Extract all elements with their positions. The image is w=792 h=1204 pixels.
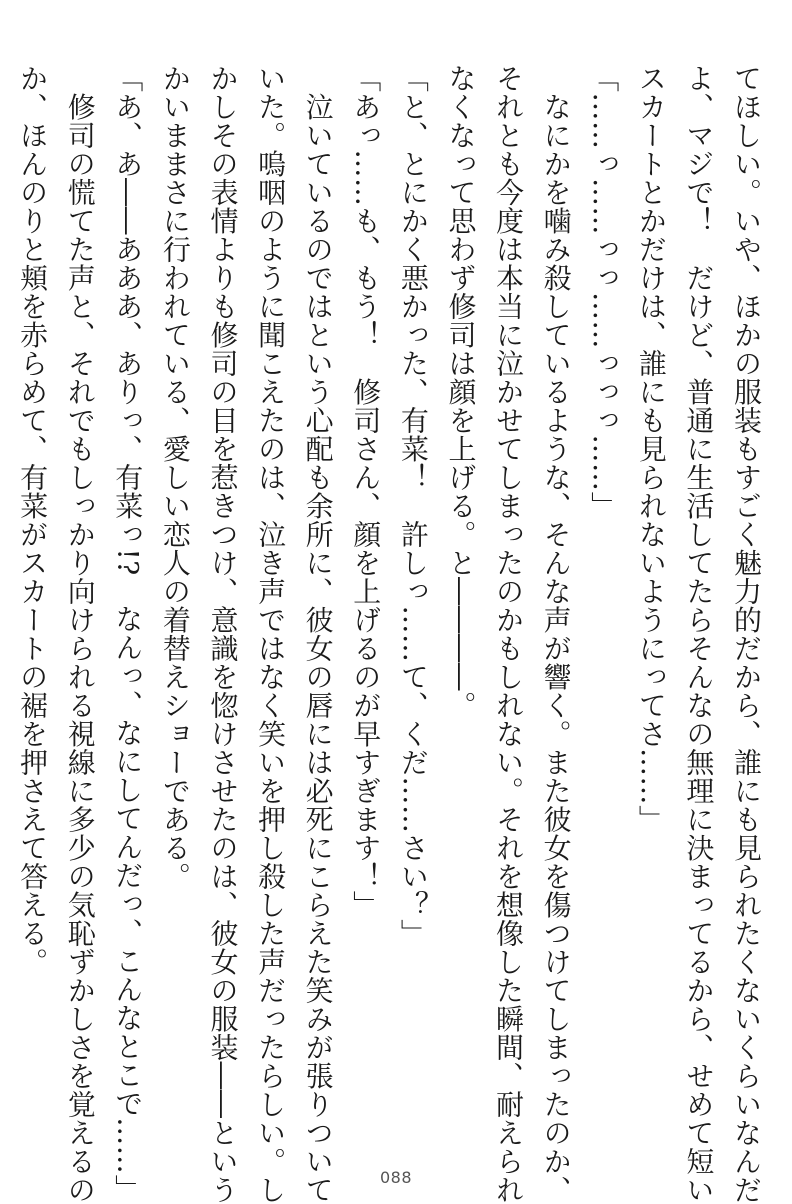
page-number: 088 [379,1168,413,1187]
text-line: かしその表情よりも修司の目を惹きつけ、意識を惚けさせたのは、彼女の服装――という [206,64,240,1204]
text-line: かいままさに行われている、愛しい恋人の着替えショーである。 [158,64,192,891]
text-line [0,64,9,1154]
text-line: なにかを噛み殺しているような、そんな声が響く。また彼女を傷つけてしまったのか、 [539,64,573,1204]
text-line: てほしい。いや、ほかの服装もすごく魅力的だから、誰にも見られたくないくらいなんだ [730,64,763,1204]
text-line: なくなって思わず修司は顔を上げる。と――――。 [444,64,478,720]
text-line: 「あ、あ――あああ、ありっ、有菜っ!? なんっ、なにしてんだっ、こんなとこで……」 [111,64,145,1203]
text-line: 「と、とにかく悪かった、有菜！ 許しっ……て、くだ……さい？」 [396,64,430,948]
text-line: 修司の慌てた声と、それでもしっかり向けられる視線に多少の気恥ずかしさを覚えるの [63,64,97,1204]
text-line: いた。嗚咽のように聞こえたのは、泣き声ではなく笑いを押し殺した声だったらしい。し [254,64,288,1204]
text-line: か、ほんのりと頬を赤らめて、有菜がスカートの裾を押さえて答える。 [16,64,50,976]
text-line: よ、マジで！ だけど、普通に生活してたらそんなの無理に決まってるから、せめて短い [682,64,716,1204]
text-line: それとも今度は本当に泣かせてしまったのかもしれない。それを想像した瞬間、耐えられ [492,64,526,1204]
text-line: 「……っ……っっ……っっっ……」 [587,64,621,520]
text-line: スカートとかだけは、誰にも見られないようにってさ……」 [634,64,668,834]
text-line: 泣いているのではという心配も余所に、彼女の唇には必死にこらえた笑みが張りついて [301,64,335,1204]
text-line: 「あっ……も、もう！ 修司さん、顔を上げるのが早すぎます！」 [349,64,383,919]
